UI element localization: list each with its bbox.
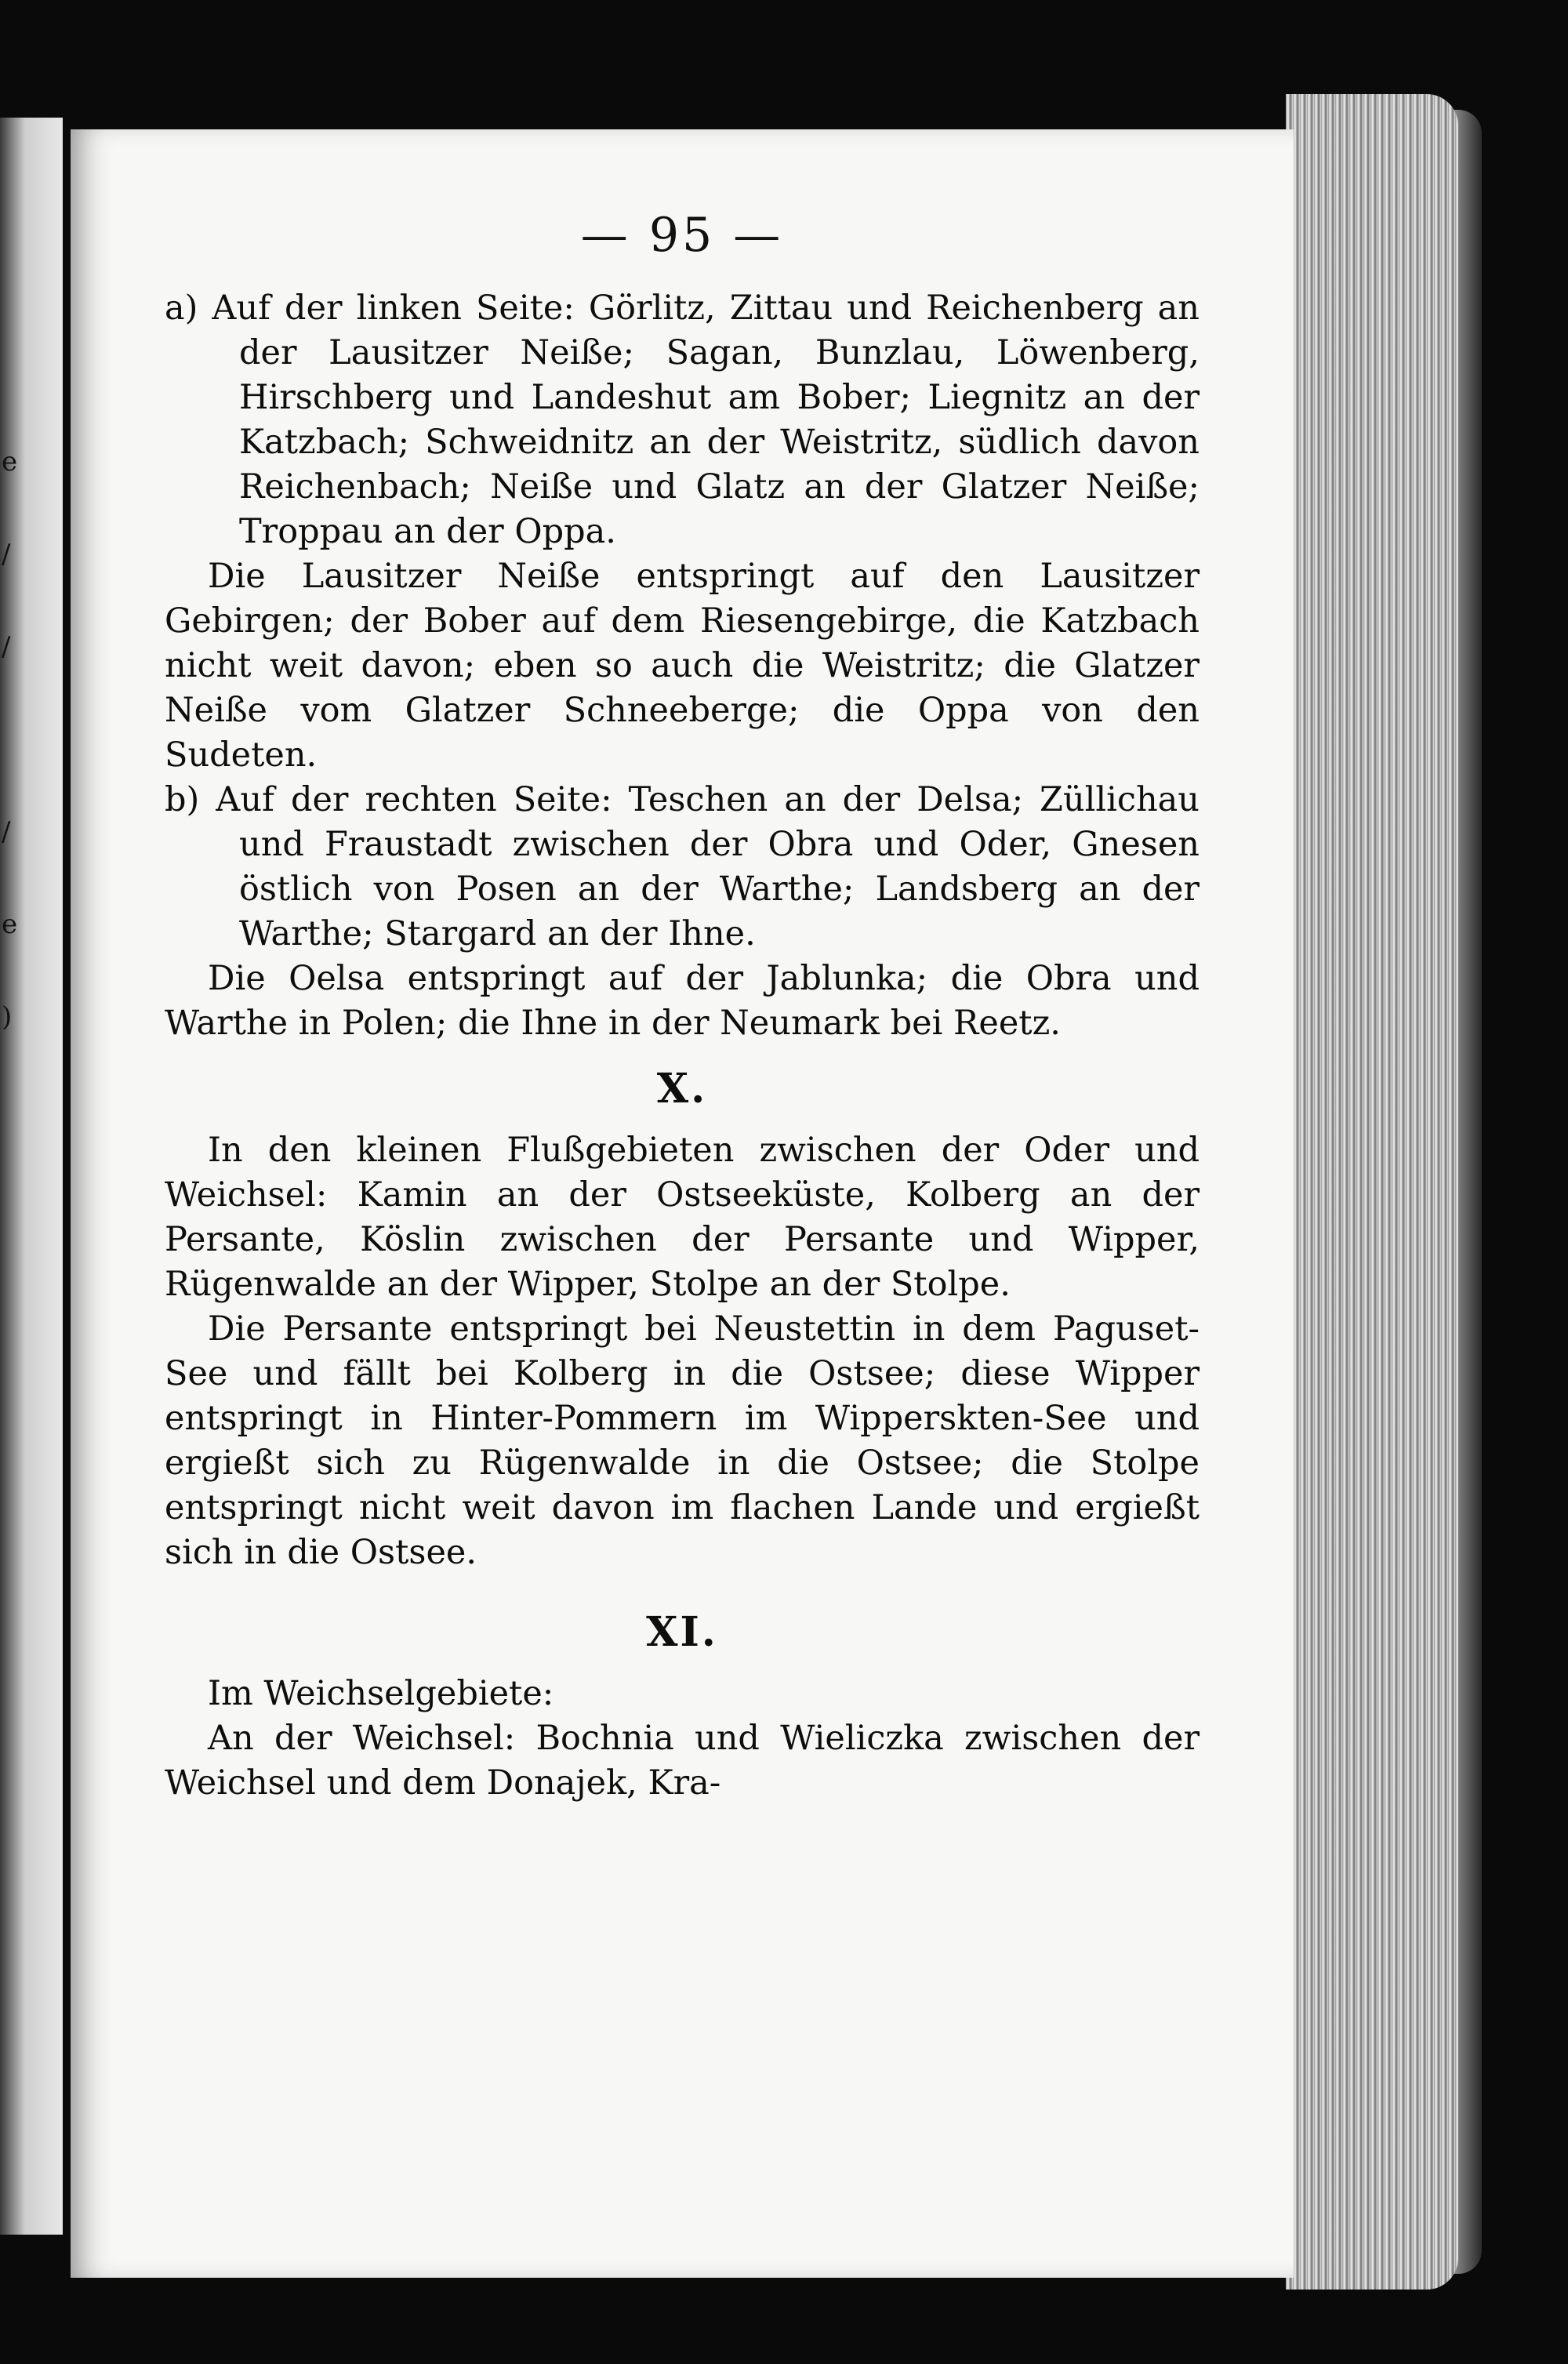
paragraph-b: b) Auf der rechten Seite: Teschen an der Delsa; Züllichau und Fraustadt zwischen der Obra und Oder, Gnesen östlich von Posen an der Warthe; Landsberg an der Warthe; Stargard an der Ihne. — [165, 780, 1200, 953]
paragraph-a: a) Auf der linken Seite: Görlitz, Zittau und Reichenberg an der Lausitzer Neiße; Sagan, Bunzlau, Löwenberg, Hirschberg und Landeshut am Bober; Liegnitz an der Katzbach; Schweidnitz an der Weistritz, südlich davon Reichenbach; Neiße und Glatz an der Glatzer Neiße; Troppau an der Oppa. — [165, 289, 1200, 551]
facing-page-edge — [0, 118, 63, 2235]
page-text — [165, 286, 1200, 1806]
section-heading-xi: XI. — [646, 1608, 718, 1656]
book-page — [71, 129, 1294, 2278]
paragraph-a-note: Die Lausitzer Neiße entspringt auf den Lausitzer Gebirgen; der Bober auf dem Riesengebirge, die Katzbach nicht weit davon; eben so auch die Weistritz; die Glatzer Neiße vom Glatzer Schneeberge; die Oppa von den Sudeten. — [165, 557, 1200, 775]
paragraph-b-note: Die Oelsa entspringt auf der Jablunka; die Obra und Warthe in Polen; die Ihne in der Neumark bei Reetz. — [165, 959, 1200, 1043]
section-heading-x: X. — [656, 1065, 708, 1113]
paragraph-xi-intro: Im Weichselgebiete: — [208, 1674, 554, 1713]
facing-page-text-fragments: e / / / e ) — [2, 446, 18, 1033]
paragraph-xi: An der Weichsel: Bochnia und Wieliczka zwischen der Weichsel und dem Donajek, Kra- — [165, 1719, 1200, 1803]
page-number: — 95 — — [580, 208, 784, 263]
page-block-edges — [1286, 94, 1458, 2290]
paragraph-x: In den kleinen Flußgebieten zwischen der Oder und Weichsel: Kamin an der Ostseeküste, Kolberg an der Persante, Köslin zwischen der Persante und Wipper, Rügenwalde an der Wipper, Stolpe an der Stolpe. — [165, 1131, 1200, 1304]
paragraph-x-note: Die Persante entspringt bei Neustettin in dem Paguset-See und fällt bei Kolberg in die Ostsee; diese Wipper entspringt in Hinter-Pommern im Wipperskten-See und ergießt sich zu Rügenwalde in die Ostsee; die Stolpe entspringt nicht weit davon im flachen Lande und ergießt sich in die Ostsee. — [165, 1309, 1200, 1572]
